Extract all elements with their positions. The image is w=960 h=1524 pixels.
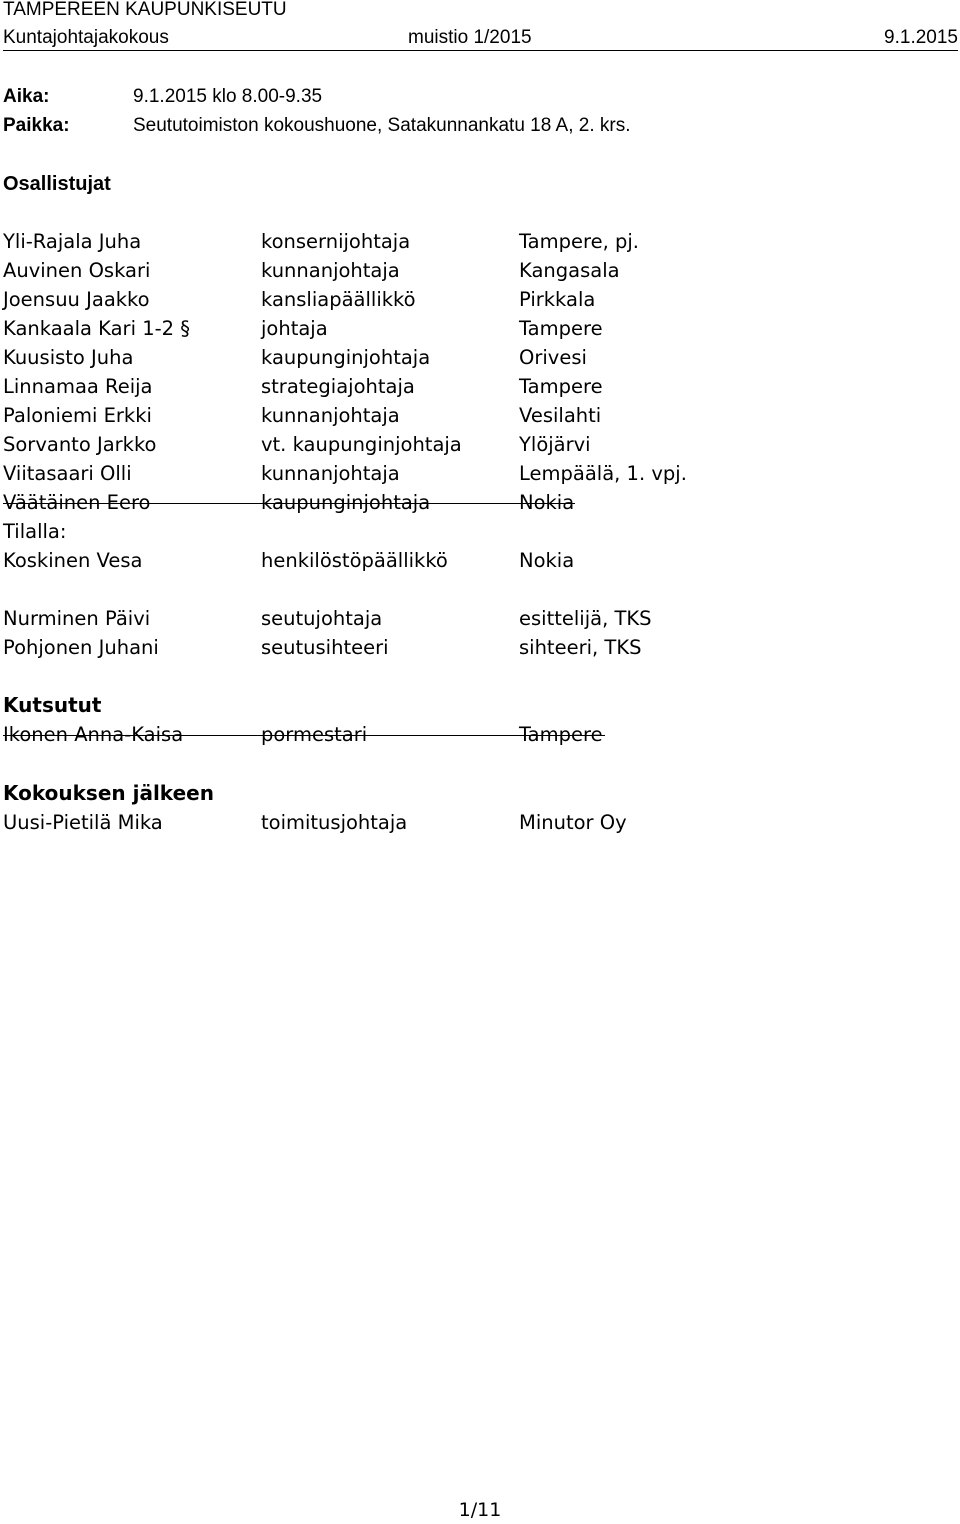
participant-title: kunnanjohtaja <box>261 462 400 485</box>
table-row <box>0 460 960 488</box>
participant-title: kaupunginjohtaja <box>261 346 431 369</box>
participant-title: kunnanjohtaja <box>261 259 400 282</box>
table-row <box>0 344 960 372</box>
substitute-label-row <box>0 518 960 546</box>
participant-name: Joensuu Jaakko <box>3 288 150 311</box>
memo-date: 9.1.2015 <box>884 27 958 48</box>
invited-org: Tampere <box>519 723 603 746</box>
participant-name: Viitasaari Olli <box>3 462 132 485</box>
participants-heading: Osallistujat <box>3 173 111 195</box>
memo-number: muistio 1/2015 <box>408 27 532 48</box>
table-row <box>0 634 960 662</box>
invited-name: Ikonen Anna-Kaisa <box>3 723 184 746</box>
place-value: Seututoimiston kokoushuone, Satakunnankatu 18 A, 2. krs. <box>133 115 631 136</box>
substitute-label: Tilalla: <box>3 520 67 543</box>
time-label: Aika: <box>3 86 50 107</box>
participant-org: Lempäälä, 1. vpj. <box>519 462 687 485</box>
table-row <box>0 315 960 343</box>
invited-title: pormestari <box>261 723 368 746</box>
table-row <box>0 228 960 256</box>
participant-org: Tampere, pj. <box>519 230 639 253</box>
header-row <box>3 26 958 51</box>
participant-title: kansliapäällikkö <box>261 288 416 311</box>
participant-title: kunnanjohtaja <box>261 404 400 427</box>
participant-name: Linnamaa Reija <box>3 375 153 398</box>
participant-org: Orivesi <box>519 346 587 369</box>
participant-name: Nurminen Päivi <box>3 607 151 630</box>
guest-name: Uusi-Pietilä Mika <box>3 811 163 834</box>
page-number: 1/11 <box>458 1499 502 1521</box>
participant-org: Vesilahti <box>519 404 602 427</box>
participant-name: Sorvanto Jarkko <box>3 433 157 456</box>
table-row-struck <box>0 721 960 749</box>
participant-org: esittelijä, TKS <box>519 607 652 630</box>
table-row <box>0 809 960 837</box>
participant-name: Auvinen Oskari <box>3 259 151 282</box>
participant-title: strategiajohtaja <box>261 375 415 398</box>
org-name: TAMPEREEN KAUPUNKISEUTU <box>3 0 287 20</box>
table-row <box>0 257 960 285</box>
invited-heading: Kutsutut <box>3 693 102 717</box>
table-row <box>0 431 960 459</box>
after-meeting-heading: Kokouksen jälkeen <box>3 781 214 805</box>
participant-org: Kangasala <box>519 259 620 282</box>
participant-org: Ylöjärvi <box>519 433 591 456</box>
strikethrough-line <box>3 735 605 736</box>
participant-org: sihteeri, TKS <box>519 636 642 659</box>
table-row <box>0 605 960 633</box>
participant-name: Pohjonen Juhani <box>3 636 159 659</box>
guest-title: toimitusjohtaja <box>261 811 408 834</box>
meeting-name: Kuntajohtajakokous <box>3 27 169 48</box>
participant-name: Kuusisto Juha <box>3 346 134 369</box>
participant-org: Nokia <box>519 491 575 514</box>
table-row <box>0 547 960 575</box>
participant-org: Nokia <box>519 549 575 572</box>
participant-title: kaupunginjohtaja <box>261 491 431 514</box>
table-row-struck <box>0 489 960 517</box>
participant-org: Tampere <box>519 317 603 340</box>
participant-name: Kankaala Kari 1-2 § <box>3 317 190 340</box>
participant-name: Koskinen Vesa <box>3 549 143 572</box>
participant-org: Pirkkala <box>519 288 596 311</box>
table-row <box>0 286 960 314</box>
strikethrough-line <box>3 503 575 504</box>
participant-title: johtaja <box>261 317 328 340</box>
guest-org: Minutor Oy <box>519 811 627 834</box>
participant-name: Paloniemi Erkki <box>3 404 152 427</box>
participant-title: seutusihteeri <box>261 636 389 659</box>
table-row <box>0 402 960 430</box>
participant-name: Väätäinen Eero <box>3 491 151 514</box>
participant-title: henkilöstöpäällikkö <box>261 549 448 572</box>
participant-name: Yli-Rajala Juha <box>3 230 142 253</box>
place-label: Paikka: <box>3 115 70 136</box>
participant-title: vt. kaupunginjohtaja <box>261 433 462 456</box>
participant-org: Tampere <box>519 375 603 398</box>
time-value: 9.1.2015 klo 8.00-9.35 <box>133 86 323 107</box>
participant-title: konsernijohtaja <box>261 230 411 253</box>
table-row <box>0 373 960 401</box>
participant-title: seutujohtaja <box>261 607 383 630</box>
